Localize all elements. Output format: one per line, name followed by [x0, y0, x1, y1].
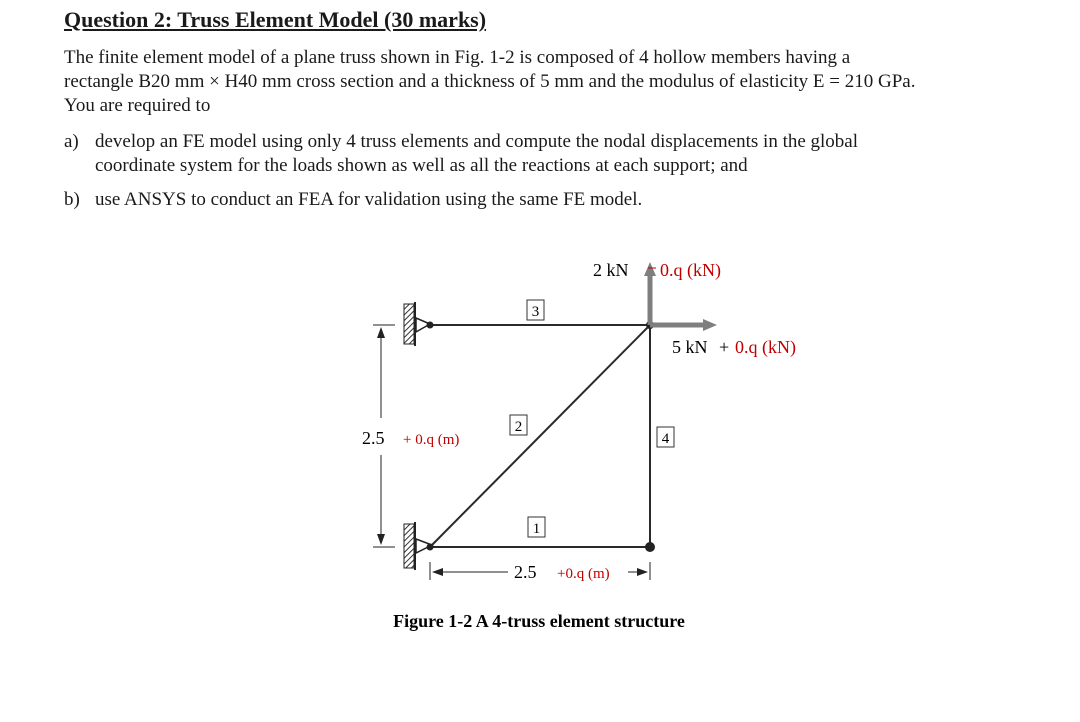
- bottom-wall-support: [404, 524, 414, 568]
- element-4-label: 4: [661, 431, 670, 447]
- question-title: Question 2: Truss Element Model (30 marks): [64, 7, 487, 32]
- task-label: b): [64, 189, 80, 210]
- task-label: a): [64, 131, 79, 152]
- height-dimension-base: 2.5: [362, 428, 385, 448]
- intro-line: You are required to: [64, 95, 211, 116]
- task-line: develop an FE model using only 4 truss elements and compute the nodal displacements in the global: [95, 131, 859, 152]
- task-line: use ANSYS to conduct an FEA for validation using the same FE model.: [95, 189, 643, 210]
- width-dimension-base: 2.5: [514, 562, 537, 582]
- vertical-load-base: 2 kN: [593, 260, 629, 280]
- top-wall-support: [404, 304, 414, 344]
- width-dimension-extra: +0.q (m): [557, 566, 610, 582]
- element-1-label: 1: [532, 521, 541, 537]
- element-2-member: [430, 325, 650, 547]
- horizontal-load-extra: 0.q (kN): [735, 337, 796, 357]
- figure-caption: Figure 1-2 A 4-truss element structure: [393, 611, 685, 631]
- element-3-label: 3: [531, 304, 540, 320]
- node-bottom-right: [645, 542, 655, 552]
- task-line: coordinate system for the loads shown as well as all the reactions at each support; and: [95, 155, 748, 176]
- height-dimension-extra: + 0.q (m): [403, 432, 460, 448]
- element-2-label: 2: [514, 419, 523, 435]
- vertical-load-extra: 0.q (kN): [660, 260, 721, 280]
- intro-line: rectangle B20 mm × H40 mm cross section and a thickness of 5 mm and the modulus of elasticity E = 210 GPa.: [64, 71, 916, 92]
- node-bottom-left: [427, 544, 434, 551]
- intro-line: The finite element model of a plane truss shown in Fig. 1-2 is composed of 4 hollow members having a: [64, 47, 851, 68]
- horizontal-load-plus: +: [719, 337, 730, 357]
- horizontal-load-base: 5 kN: [672, 337, 708, 357]
- node-top-left: [427, 322, 434, 329]
